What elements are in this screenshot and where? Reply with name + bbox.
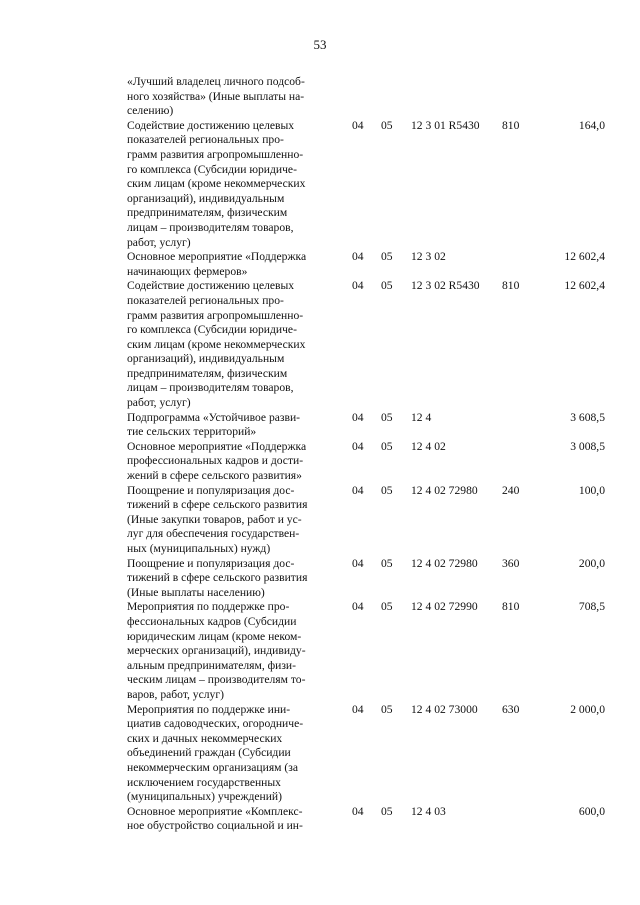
expense-type-code: 810 bbox=[502, 600, 520, 614]
description-line: некоммерческим организациям (за bbox=[127, 760, 298, 774]
page-number: 53 bbox=[313, 37, 327, 52]
table-row bbox=[0, 279, 640, 410]
row-description bbox=[127, 75, 342, 119]
description-line: луг для обеспечения государствен- bbox=[127, 527, 300, 541]
description-line: объединений граждан (Субсидии bbox=[127, 746, 291, 760]
amount: 708,5 bbox=[578, 600, 605, 614]
row-description bbox=[127, 250, 342, 279]
amount: 12 602,4 bbox=[564, 279, 605, 293]
section-code: 04 bbox=[352, 556, 364, 570]
amount: 12 602,4 bbox=[564, 250, 605, 264]
description-line: селению) bbox=[127, 104, 174, 118]
subsection-code: 05 bbox=[381, 702, 393, 716]
subsection-code: 05 bbox=[381, 483, 393, 497]
amount: 164,0 bbox=[578, 118, 605, 132]
amount: 200,0 bbox=[578, 556, 605, 570]
description-line: показателей региональных про- bbox=[127, 133, 284, 147]
target-article-code: 12 4 02 bbox=[411, 439, 446, 453]
section-code: 04 bbox=[352, 702, 364, 716]
description-line: Содействие достижению целевых bbox=[127, 279, 295, 293]
description-line: Содействие достижению целевых bbox=[127, 118, 295, 132]
subsection-code: 05 bbox=[381, 250, 393, 264]
description-line: Поощрение и популяризация дос- bbox=[127, 483, 295, 497]
row-description bbox=[127, 600, 342, 702]
description-line: профессиональных кадров и дости- bbox=[127, 454, 304, 468]
description-line: Основное мероприятие «Комплекс- bbox=[127, 804, 303, 818]
description-line: го комплекса (Субсидии юридиче- bbox=[127, 162, 297, 176]
description-line: тижений в сфере сельского развития bbox=[127, 571, 308, 585]
description-line: альным предпринимателям, физи- bbox=[127, 658, 296, 672]
section-code: 04 bbox=[352, 250, 364, 264]
subsection-code: 05 bbox=[381, 804, 393, 818]
description-line: (муниципальных) учреждений) bbox=[127, 790, 282, 804]
subsection-code: 05 bbox=[381, 556, 393, 570]
section-code: 04 bbox=[352, 439, 364, 453]
target-article-code: 12 4 02 73000 bbox=[411, 702, 478, 716]
table-row bbox=[0, 440, 640, 484]
table-row bbox=[0, 600, 640, 702]
description-line: ским лицам (кроме некоммерческих bbox=[127, 177, 306, 191]
amount: 3 008,5 bbox=[570, 439, 605, 453]
description-line: исключением государственных bbox=[127, 775, 281, 789]
target-article-code: 12 3 01 R5430 bbox=[411, 118, 480, 132]
section-code: 04 bbox=[352, 118, 364, 132]
description-line: Поощрение и популяризация дос- bbox=[127, 556, 295, 570]
expense-type-code: 360 bbox=[502, 556, 520, 570]
description-line: фессиональных кадров (Субсидии bbox=[127, 614, 297, 628]
table-row bbox=[0, 75, 640, 119]
description-line: ного хозяйства» (Иные выплаты на- bbox=[127, 89, 305, 103]
target-article-code: 12 4 bbox=[411, 410, 432, 424]
target-article-code: 12 4 03 bbox=[411, 804, 446, 818]
description-line: Основное мероприятие «Поддержка bbox=[127, 439, 307, 453]
table-row bbox=[0, 411, 640, 440]
section-code: 04 bbox=[352, 410, 364, 424]
description-line: предпринимателям, физическим bbox=[127, 206, 288, 220]
description-line: организаций), индивидуальным bbox=[127, 191, 285, 205]
row-description bbox=[127, 119, 342, 250]
description-line: ное обустройство социальной и ин- bbox=[127, 819, 303, 833]
table-row bbox=[0, 557, 640, 601]
row-description bbox=[127, 703, 342, 805]
description-line: тие сельских территорий» bbox=[127, 425, 257, 439]
description-line: грамм развития агропромышленно- bbox=[127, 308, 304, 322]
description-line: юридическим лицам (кроме неком- bbox=[127, 629, 302, 643]
description-line: «Лучший владелец личного подсоб- bbox=[127, 75, 305, 88]
description-line: Подпрограмма «Устойчивое разви- bbox=[127, 410, 301, 424]
table-row bbox=[0, 484, 640, 557]
subsection-code: 05 bbox=[381, 410, 393, 424]
description-line: Основное мероприятие «Поддержка bbox=[127, 250, 307, 264]
description-line: Мероприятия по поддержке про- bbox=[127, 600, 290, 614]
description-line: (Иные выплаты населению) bbox=[127, 585, 265, 599]
description-line: циатив садоводческих, огородниче- bbox=[127, 717, 304, 731]
row-description bbox=[127, 411, 342, 440]
description-line: го комплекса (Субсидии юридиче- bbox=[127, 323, 297, 337]
row-description bbox=[127, 484, 342, 557]
section-code: 04 bbox=[352, 483, 364, 497]
subsection-code: 05 bbox=[381, 600, 393, 614]
table-row bbox=[0, 703, 640, 805]
table-row bbox=[0, 119, 640, 250]
target-article-code: 12 4 02 72990 bbox=[411, 600, 478, 614]
description-line: предпринимателям, физическим bbox=[127, 366, 288, 380]
target-article-code: 12 4 02 72980 bbox=[411, 483, 478, 497]
subsection-code: 05 bbox=[381, 118, 393, 132]
row-description bbox=[127, 557, 342, 601]
description-line: (Иные закупки товаров, работ и ус- bbox=[127, 512, 302, 526]
subsection-code: 05 bbox=[381, 279, 393, 293]
description-line: показателей региональных про- bbox=[127, 293, 284, 307]
section-code: 04 bbox=[352, 804, 364, 818]
description-line: мерческих организаций), индивиду- bbox=[127, 644, 306, 658]
description-line: ских и дачных некоммерческих bbox=[127, 731, 283, 745]
subsection-code: 05 bbox=[381, 439, 393, 453]
description-line: начинающих фермеров» bbox=[127, 264, 248, 278]
description-line: тижений в сфере сельского развития bbox=[127, 498, 308, 512]
description-line: лицам – производителям товаров, bbox=[127, 220, 294, 234]
description-line: ческим лицам – производителям то- bbox=[127, 673, 306, 687]
description-line: жений в сфере сельского развития» bbox=[127, 469, 302, 483]
target-article-code: 12 3 02 bbox=[411, 250, 446, 264]
description-line: Мероприятия по поддержке ини- bbox=[127, 702, 291, 716]
section-code: 04 bbox=[352, 279, 364, 293]
target-article-code: 12 3 02 R5430 bbox=[411, 279, 480, 293]
expense-type-code: 630 bbox=[502, 702, 520, 716]
expense-type-code: 810 bbox=[502, 279, 520, 293]
expense-type-code: 810 bbox=[502, 118, 520, 132]
description-line: грамм развития агропромышленно- bbox=[127, 147, 304, 161]
row-description bbox=[127, 440, 342, 484]
amount: 100,0 bbox=[578, 483, 605, 497]
target-article-code: 12 4 02 72980 bbox=[411, 556, 478, 570]
amount: 3 608,5 bbox=[570, 410, 605, 424]
section-code: 04 bbox=[352, 600, 364, 614]
row-description bbox=[127, 279, 342, 410]
budget-table bbox=[0, 75, 640, 834]
amount: 2 000,0 bbox=[570, 702, 605, 716]
table-row bbox=[0, 805, 640, 834]
description-line: варов, работ, услуг) bbox=[127, 687, 224, 701]
description-line: лицам – производителям товаров, bbox=[127, 381, 294, 395]
description-line: ским лицам (кроме некоммерческих bbox=[127, 337, 306, 351]
description-line: работ, услуг) bbox=[127, 396, 191, 410]
table-row bbox=[0, 250, 640, 279]
description-line: работ, услуг) bbox=[127, 235, 191, 249]
description-line: ных (муниципальных) нужд) bbox=[127, 542, 271, 555]
expense-type-code: 240 bbox=[502, 483, 520, 497]
description-line: организаций), индивидуальным bbox=[127, 352, 285, 366]
row-description bbox=[127, 805, 342, 834]
amount: 600,0 bbox=[578, 804, 605, 818]
